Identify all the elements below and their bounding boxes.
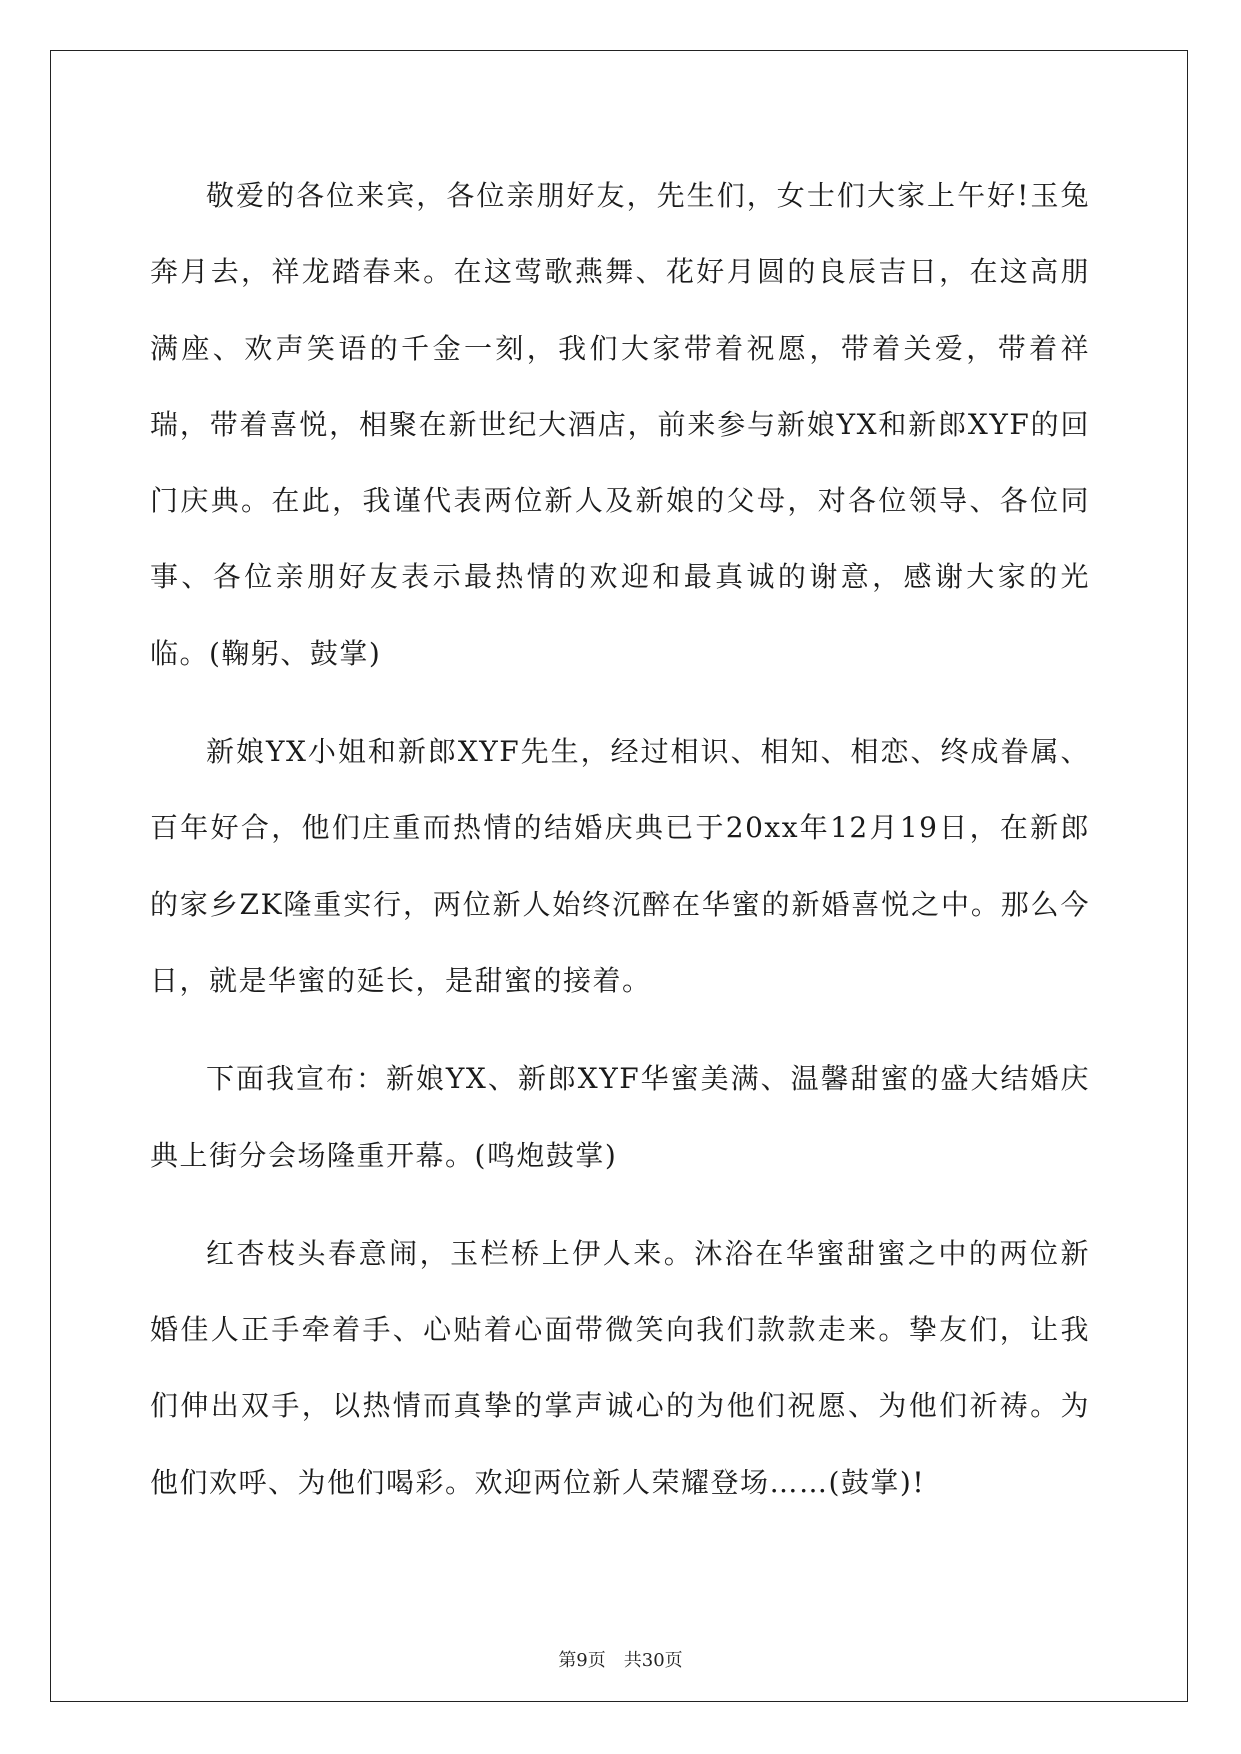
paragraph-4: 红杏枝头春意闹，玉栏桥上伊人来。沐浴在华蜜甜蜜之中的两位新婚佳人正手牵着手、心贴着心面带微笑向我们款款走来。挚友们，让我们伸出双手，以热情而真挚的掌声诚心的为他们祝愿、为他们祈祷。为他们欢呼、为他们喝彩。欢迎两位新人荣耀登场……(鼓掌)! — [150, 1236, 1090, 1499]
page-total: 共30页 — [623, 1650, 683, 1671]
page-footer — [0, 1646, 1241, 1672]
paragraph-2: 新娘YX小姐和新郎XYF先生，经过相识、相知、相恋、终成眷属、百年好合，他们庄重而热情的结婚庆典已于20xx年12月19日，在新郎的家乡ZK隆重实行，两位新人始终沉醉在华蜜的新婚喜悦之中。那么今日，就是华蜜的延长，是甜蜜的接着。 — [150, 735, 1090, 997]
document-body — [150, 158, 1090, 1543]
paragraph-1: 敬爱的各位来宾，各位亲朋好友，先生们，女士们大家上午好!玉兔奔月去，祥龙踏春来。在这莺歌燕舞、花好月圆的良辰吉日，在这高朋满座、欢声笑语的千金一刻，我们大家带着祝愿，带着关爱，带着祥瑞，带着喜悦，相聚在新世纪大酒店，前来参与新娘YX和新郎XYF的回门庆典。在此，我谨代表两位新人及新娘的父母，对各位领导、各位同事、各位亲朋好友表示最热情的欢迎和最真诚的谢意，感谢大家的光临。(鞠躬、鼓掌) — [150, 179, 1090, 670]
page-number: 第9页 — [558, 1650, 606, 1671]
paragraph-3: 下面我宣布：新娘YX、新郎XYF华蜜美满、温馨甜蜜的盛大结婚庆典上街分会场隆重开幕。(鸣炮鼓掌) — [150, 1062, 1090, 1172]
